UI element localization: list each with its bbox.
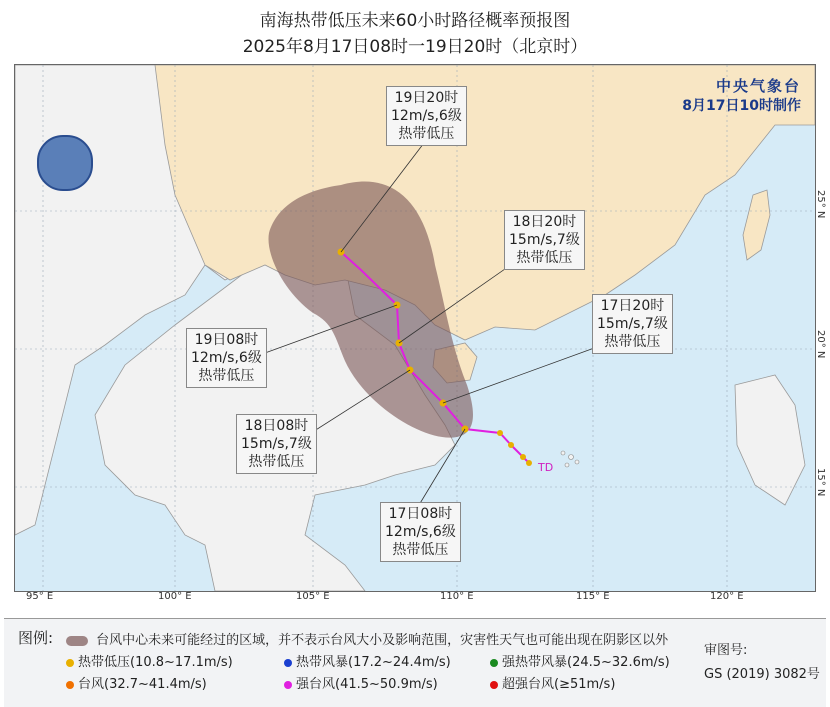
track-point-past-3: [520, 454, 526, 460]
sts-dot-icon: [490, 659, 498, 667]
forecast-wind: 12m/s,6级: [385, 524, 456, 540]
forecast-label-17d08h: [380, 502, 461, 562]
legend-item-sty: [284, 673, 438, 692]
issue-time: 8月17日10时制作: [682, 98, 801, 114]
forecast-label-19d08h: [186, 328, 267, 388]
legend-item-ty: [66, 673, 207, 692]
legend-item-td: [66, 651, 233, 670]
cma-logo: [37, 135, 93, 191]
x-tick-95e: 95° E: [26, 591, 54, 602]
superty-dot-icon: [490, 681, 498, 689]
ty-dot-icon: [66, 681, 74, 689]
x-tick-120e: 120° E: [710, 591, 744, 602]
forecast-wind: 12m/s,6级: [191, 350, 262, 366]
forecast-time: 19日20时: [394, 90, 459, 106]
x-tick-100e: 100° E: [158, 591, 192, 602]
forecast-label-17d20h: [592, 294, 673, 354]
legend-label: 台风(32.7~41.4m/s): [78, 677, 207, 692]
forecast-category: 热带低压: [198, 368, 255, 384]
forecast-label-18d20h: [504, 210, 585, 270]
legend-cone: [66, 629, 668, 648]
legend-item-sts: [490, 651, 670, 670]
forecast-wind: 15m/s,7级: [597, 316, 668, 332]
legend-label: 热带低压(10.8~17.1m/s): [78, 655, 233, 670]
forecast-wind: 15m/s,7级: [509, 232, 580, 248]
y-tick-20n: 20° N: [815, 330, 826, 359]
forecast-category: 热带低压: [392, 542, 449, 558]
track-point-past-2: [508, 442, 514, 448]
forecast-time: 17日08时: [388, 506, 453, 522]
y-tick-25n: 25° N: [815, 190, 826, 219]
track-point-past-1: [497, 430, 503, 436]
sty-dot-icon: [284, 681, 292, 689]
cone-swatch: [66, 636, 88, 646]
legend-item-superty: [490, 673, 615, 692]
legend: [4, 618, 826, 707]
forecast-label-19d20h: [386, 86, 467, 146]
forecast-time: 18日08时: [244, 418, 309, 434]
map-subtitle: 2025年8月17日08时一19日20时（北京时）: [242, 37, 588, 57]
legend-label: 强热带风暴(24.5~32.6m/s): [502, 655, 670, 670]
legend-label: 热带风暴(17.2~24.4m/s): [296, 655, 451, 670]
forecast-label-18d08h: [236, 414, 317, 474]
map-title: 南海热带低压未来60小时路径概率预报图: [259, 11, 571, 31]
forecast-time: 17日20时: [600, 298, 665, 314]
review-label: 审图号:: [704, 643, 748, 658]
y-tick-15n: 15° N: [815, 468, 826, 497]
forecast-category: 热带低压: [516, 250, 573, 266]
forecast-category: 热带低压: [248, 454, 305, 470]
legend-cone-text: 台风中心未来可能经过的区域，并不表示台风大小及影响范围，灾害性天气也可能出现在阴影区以外: [96, 633, 669, 648]
forecast-wind: 15m/s,7级: [241, 436, 312, 452]
legend-item-ts: [284, 651, 451, 670]
x-tick-115e: 115° E: [576, 591, 610, 602]
forecast-category: 热带低压: [604, 334, 661, 350]
review-number: GS (2019) 3082号: [704, 667, 820, 682]
track-point-past-4: [526, 460, 532, 466]
forecast-category: 热带低压: [398, 126, 455, 142]
x-tick-105e: 105° E: [296, 591, 330, 602]
agency-name: 中央气象台: [715, 77, 801, 95]
x-tick-110e: 110° E: [440, 591, 474, 602]
forecast-time: 19日08时: [194, 332, 259, 348]
storm-label: TD: [538, 461, 554, 474]
forecast-time: 18日20时: [512, 214, 577, 230]
legend-label: 超强台风(≥51m/s): [502, 677, 616, 692]
legend-title: 图例:: [18, 629, 54, 647]
td-dot-icon: [66, 659, 74, 667]
ts-dot-icon: [284, 659, 292, 667]
forecast-wind: 12m/s,6级: [391, 108, 462, 124]
legend-label: 强台风(41.5~50.9m/s): [296, 677, 438, 692]
